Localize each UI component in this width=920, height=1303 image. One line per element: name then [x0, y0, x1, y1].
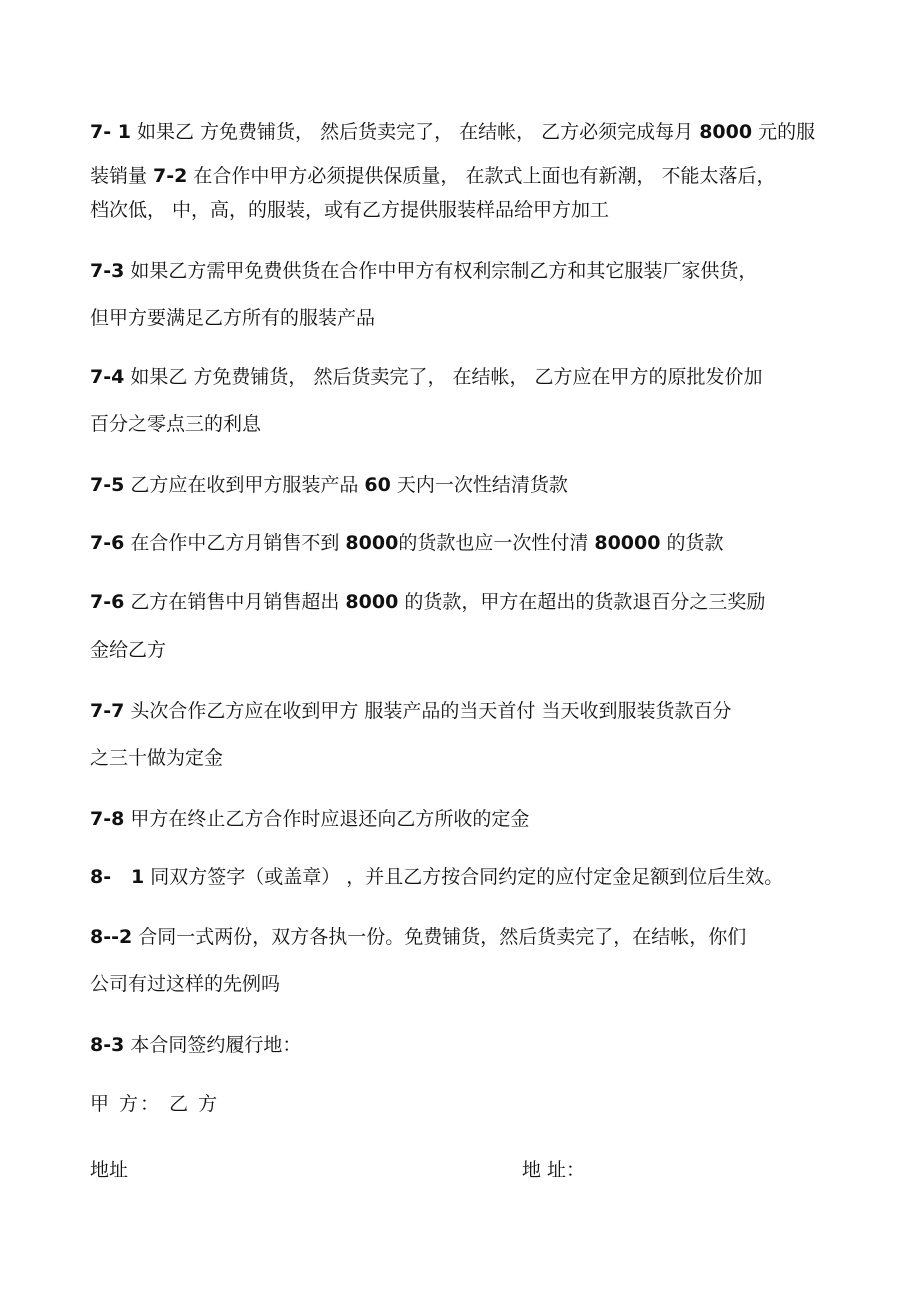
clause-7-7	[90, 699, 731, 723]
clause-text: 如果乙方需甲免费供货在合作中甲方有权利宗制乙方和其它服装厂家供货，	[124, 260, 758, 282]
clause-number: 7-6	[90, 532, 125, 554]
clause-text: 乙方应在收到甲方服装产品	[124, 474, 365, 496]
parties-text: 甲 方： 乙 方	[90, 1093, 220, 1115]
clause-7-6a	[90, 531, 724, 555]
clause-text: 头次合作乙方应在收到甲方 服装产品的当天首付 当天收到服装货款百分	[124, 700, 732, 722]
clause-7-1	[90, 120, 815, 144]
clause-text: 如果乙 方免费铺货， 然后货卖完了， 在结帐， 乙方应在甲方的原批发价加	[124, 366, 763, 388]
clause-8-2	[90, 925, 746, 949]
clause-text: 装销量	[90, 165, 154, 187]
clause-text: 合同一式两份，双方各执一份。免费铺货，然后货卖完了，在结帐，你们	[132, 926, 747, 948]
clause-7-2	[90, 164, 776, 188]
clause-text: 乙方在销售中月销售超出	[124, 591, 346, 613]
clause-text: 金给乙方	[90, 639, 167, 661]
clause-8-2-continuation	[90, 972, 280, 996]
clause-number: 8- 1	[90, 866, 145, 888]
clause-number: 7-2	[153, 165, 188, 187]
clause-text: 在合作中甲方必须提供保质量， 在款式上面也有新潮， 不能太落后，	[187, 165, 776, 187]
clause-text: 之三十做为定金	[90, 747, 224, 769]
clause-text: 甲方在终止乙方合作时应退还向乙方所收的定金	[124, 808, 530, 830]
amount: 8000	[345, 532, 399, 554]
clause-7-8	[90, 807, 529, 831]
clause-number: 7-3	[90, 260, 125, 282]
clause-7-3	[90, 259, 757, 283]
clause-text: 的货款，甲方在超出的货款退百分之三奖励	[398, 591, 766, 613]
parties-line	[90, 1092, 219, 1116]
clause-text: 的货款	[660, 532, 724, 554]
clause-8-1	[90, 865, 783, 889]
clause-text: 本合同签约履行地：	[124, 1034, 302, 1056]
clause-7-2-continuation	[90, 198, 609, 222]
clause-number: 8--2	[90, 926, 133, 948]
clause-7-7-continuation	[90, 746, 223, 770]
clause-text: 公司有过这样的先例吗	[90, 973, 281, 995]
clause-number: 7- 1	[90, 121, 131, 143]
clause-number: 8-3	[90, 1034, 125, 1056]
clause-7-6b	[90, 590, 765, 614]
clause-text: 档次低， 中，高，的服装，或有乙方提供服装样品给甲方加工	[90, 199, 610, 221]
clause-text: 如果乙 方免费铺货， 然后货卖完了， 在结帐， 乙方必须完成每月	[130, 121, 700, 143]
clause-7-5	[90, 473, 568, 497]
days-count: 60	[364, 474, 391, 496]
clause-text: 在合作中乙方月销售不到	[124, 532, 346, 554]
clause-number: 7-5	[90, 474, 125, 496]
clause-7-4	[90, 365, 763, 389]
clause-number: 7-4	[90, 366, 125, 388]
clause-7-3-continuation	[90, 306, 375, 330]
address-right	[522, 1158, 585, 1182]
clause-number: 7-7	[90, 700, 125, 722]
clause-text: 同双方签字（或盖章） ，并且乙方按合同约定的应付定金足额到位后生效。	[144, 866, 784, 888]
clause-text: 元的服	[752, 121, 816, 143]
clause-7-4-continuation	[90, 412, 261, 436]
clause-number: 7-8	[90, 808, 125, 830]
amount: 8000	[699, 121, 753, 143]
clause-text: 但甲方要满足乙方所有的服装产品	[90, 307, 376, 329]
clause-8-3	[90, 1033, 301, 1057]
clause-text: 天内一次性结清货款	[390, 474, 568, 496]
address-label: 地址	[90, 1159, 129, 1181]
address-left	[90, 1158, 128, 1182]
clause-text: 百分之零点三的利息	[90, 413, 262, 435]
amount: 80000	[594, 532, 661, 554]
clause-number: 7-6	[90, 591, 125, 613]
amount: 8000	[345, 591, 399, 613]
clause-7-6b-continuation	[90, 638, 166, 662]
address-label: 地 址：	[522, 1159, 586, 1181]
clause-text: 的货款也应一次性付清	[398, 532, 595, 554]
